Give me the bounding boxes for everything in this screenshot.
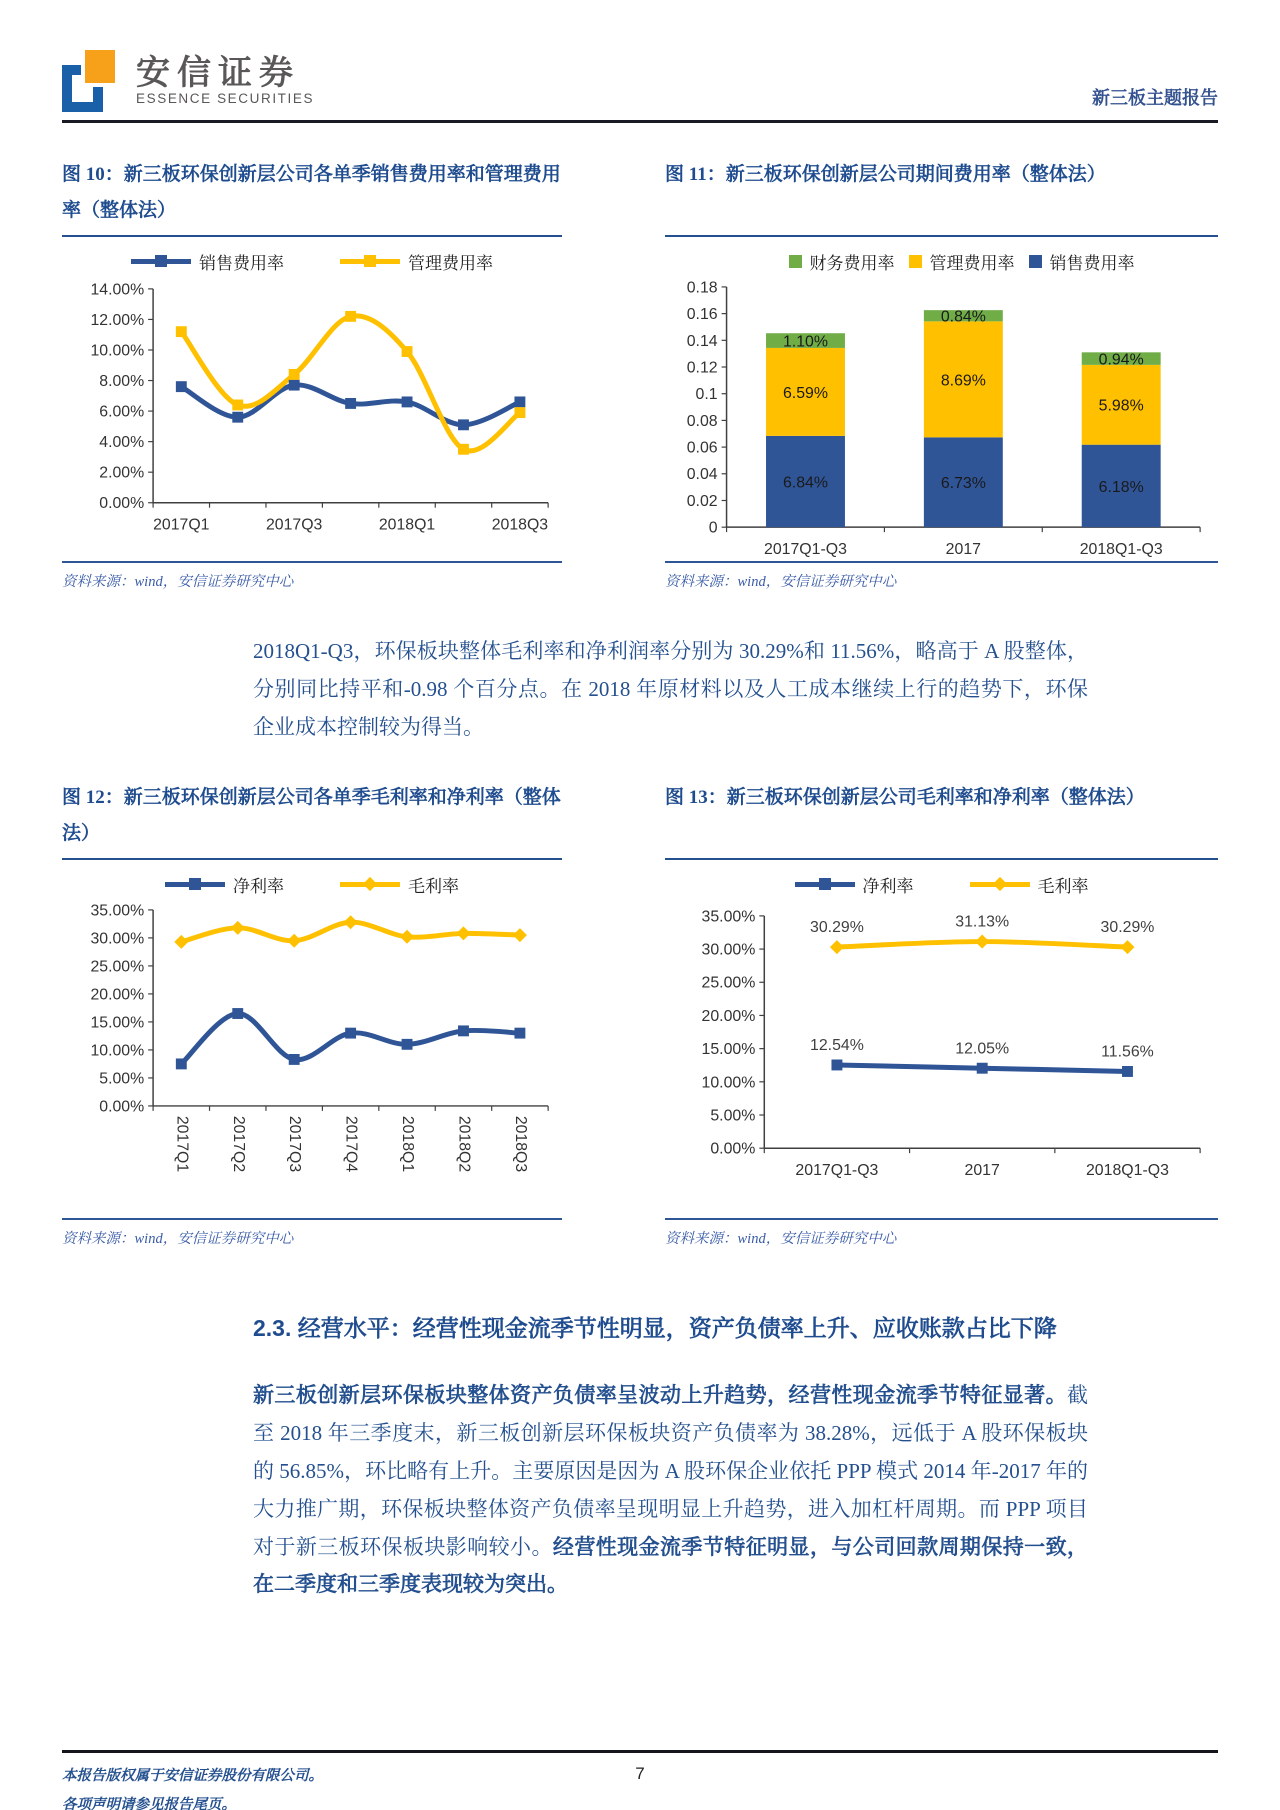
svg-text:2017Q1-Q3: 2017Q1-Q3 (764, 540, 847, 558)
report-type-label: 新三板主题报告 (1092, 88, 1218, 108)
legend-swatch-icon (970, 882, 1030, 887)
figure10-caption: 图 10：新三板环保创新层公司各单季销售费用率和管理费用率（整体法） (62, 157, 562, 237)
svg-text:11.56%: 11.56% (1101, 1043, 1154, 1061)
footer-row (62, 1762, 1218, 1810)
header-divider (62, 120, 1218, 123)
figure10-source: 资料来源：wind，安信证券研究中心 (62, 561, 562, 591)
svg-text:2017Q1: 2017Q1 (153, 516, 210, 534)
svg-text:6.73%: 6.73% (940, 475, 986, 493)
svg-text:30.29%: 30.29% (1100, 919, 1155, 937)
svg-text:0.16: 0.16 (686, 306, 718, 324)
paragraph-2 (253, 1377, 1088, 1604)
svg-text:30.29%: 30.29% (810, 919, 864, 937)
svg-text:35.00%: 35.00% (90, 902, 145, 920)
svg-text:5.00%: 5.00% (99, 1070, 145, 1088)
figure-12 (62, 780, 562, 1248)
legend-swatch-icon (131, 259, 191, 264)
legend-swatch-icon (789, 255, 802, 268)
svg-text:6.59%: 6.59% (782, 384, 828, 402)
figure-11 (665, 157, 1218, 591)
svg-text:0.1: 0.1 (695, 386, 718, 404)
figure-13 (665, 780, 1218, 1248)
svg-text:10.00%: 10.00% (90, 342, 145, 360)
text-segment: 截至 2018 年三季度末，新三板创新层环保板块资产负债率为 38.28%，远低于 A 股环保板块的 56.85%，环比略有上升。主要原因是因为 A 股环保企业依托 PPP 模式 2014 年-2017 年的大力推广期，环保板块整体资产负债率呈现明显上升趋势，进入加杠杆周期。而 PPP 项目对于新三板环保板块影响较小。 (253, 1383, 1088, 1559)
legend-swatch-icon (909, 255, 922, 268)
legend-label: 净利率 (862, 876, 914, 896)
svg-text:5.98%: 5.98% (1098, 397, 1144, 415)
svg-text:30.00%: 30.00% (90, 930, 145, 948)
svg-text:15.00%: 15.00% (701, 1041, 756, 1059)
svg-text:20.00%: 20.00% (90, 986, 145, 1004)
svg-text:35.00%: 35.00% (701, 908, 756, 926)
svg-text:0.00%: 0.00% (99, 1098, 145, 1116)
footer-line2: 各项声明请参见报告尾页。 (62, 1797, 236, 1810)
figure12-body (62, 860, 562, 1216)
brand-logo-icon (62, 50, 122, 112)
svg-text:0.08: 0.08 (686, 412, 718, 430)
legend-swatch-icon (340, 882, 400, 887)
svg-text:20.00%: 20.00% (701, 1008, 756, 1026)
svg-text:2018Q1-Q3: 2018Q1-Q3 (1085, 1162, 1169, 1180)
svg-text:0.94%: 0.94% (1098, 351, 1144, 369)
figures-row-1 (62, 157, 1218, 591)
figure13-source: 资料来源：wind，安信证券研究中心 (665, 1218, 1218, 1248)
svg-text:6.00%: 6.00% (99, 403, 145, 421)
svg-text:0.00%: 0.00% (710, 1141, 756, 1159)
svg-text:0.84%: 0.84% (940, 308, 986, 326)
brand-name-en: ESSENCE SECURITIES (136, 91, 315, 107)
svg-text:2017Q2: 2017Q2 (229, 1116, 247, 1173)
svg-text:2017Q3: 2017Q3 (266, 516, 323, 534)
text-segment: 新三板创新层环保板块整体资产负债率呈波动上升趋势，经营性现金流季节特征显著。 (253, 1383, 1067, 1408)
legend-item (340, 872, 459, 897)
figure11-legend (705, 245, 1218, 277)
legend-label: 管理费用率 (408, 253, 493, 273)
legend-item (340, 249, 493, 274)
figure12-source: 资料来源：wind，安信证券研究中心 (62, 1218, 562, 1248)
svg-text:25.00%: 25.00% (90, 958, 145, 976)
figure13-body (665, 860, 1218, 1216)
svg-text:2017Q4: 2017Q4 (342, 1116, 360, 1173)
svg-text:2018Q1-Q3: 2018Q1-Q3 (1079, 540, 1163, 558)
legend-item (131, 249, 284, 274)
svg-text:2018Q3: 2018Q3 (511, 1116, 529, 1173)
legend-label: 销售费用率 (1049, 253, 1135, 273)
brand-logo (62, 50, 314, 112)
page-header (62, 34, 1218, 112)
legend-swatch-icon (165, 882, 225, 887)
legend-label: 财务费用率 (809, 253, 895, 273)
svg-text:2017Q1-Q3: 2017Q1-Q3 (795, 1162, 879, 1180)
svg-text:2017Q3: 2017Q3 (286, 1116, 304, 1173)
legend-item (970, 872, 1089, 897)
figure10-legend (62, 245, 562, 277)
svg-text:0.04: 0.04 (686, 466, 718, 484)
svg-text:0.00%: 0.00% (99, 495, 145, 513)
svg-text:10.00%: 10.00% (701, 1074, 756, 1092)
footer-line1: 本报告版权属于安信证券股份有限公司。 (62, 1768, 323, 1784)
figure13-legend (665, 868, 1218, 900)
svg-text:0.06: 0.06 (686, 439, 718, 457)
svg-text:15.00%: 15.00% (90, 1014, 145, 1032)
legend-item (1029, 249, 1135, 274)
figure11-chart (665, 277, 1218, 567)
legend-label: 管理费用率 (929, 253, 1015, 273)
svg-text:12.05%: 12.05% (955, 1040, 1010, 1058)
figures-row-2 (62, 780, 1218, 1248)
paragraph-1: 2018Q1-Q3，环保板块整体毛利率和净利润率分别为 30.29%和 11.56%，略高于 A 股整体，分别同比持平和-0.98 个百分点。在 2018 年原材料以及人工成本继续上行的趋势下，环保企业成本控制较为得当。 (253, 639, 1088, 739)
svg-text:6.18%: 6.18% (1098, 478, 1144, 496)
figure11-source: 资料来源：wind，安信证券研究中心 (665, 561, 1218, 591)
svg-text:0.14: 0.14 (686, 332, 718, 350)
legend-label: 毛利率 (408, 876, 459, 896)
svg-text:2.00%: 2.00% (99, 464, 145, 482)
section-heading-2-3: 2.3. 经营水平：经营性现金流季节性明显，资产负债率上升、应收账款占比下降 (253, 1315, 1057, 1342)
legend-label: 净利率 (233, 876, 284, 896)
svg-text:8.00%: 8.00% (99, 372, 145, 390)
text-segment: 经营性现金流季节特征明显，与公司回款周期保持一致，在二季度和三季度表现较为突出。 (253, 1534, 1089, 1597)
figure12-legend (62, 868, 562, 900)
legend-swatch-icon (795, 882, 855, 887)
svg-text:31.13%: 31.13% (955, 914, 1010, 932)
figure12-caption: 图 12：新三板环保创新层公司各单季毛利率和净利率（整体法） (62, 780, 562, 860)
svg-text:0.12: 0.12 (686, 359, 718, 377)
svg-text:2017Q1: 2017Q1 (173, 1116, 191, 1173)
svg-text:2017: 2017 (964, 1162, 1000, 1180)
svg-text:0: 0 (708, 519, 718, 537)
svg-text:8.69%: 8.69% (940, 372, 986, 390)
figure10-chart (62, 277, 562, 546)
svg-text:5.00%: 5.00% (710, 1107, 756, 1125)
svg-text:12.00%: 12.00% (90, 311, 145, 329)
legend-item (795, 872, 914, 897)
legend-swatch-icon (340, 259, 400, 264)
svg-text:10.00%: 10.00% (90, 1042, 145, 1060)
logo-orange-shape (85, 50, 115, 83)
figure13-chart (665, 900, 1218, 1190)
footer-divider (62, 1750, 1218, 1753)
legend-label: 毛利率 (1037, 876, 1089, 896)
svg-text:0.02: 0.02 (686, 492, 718, 510)
svg-text:30.00%: 30.00% (701, 941, 756, 959)
legend-item (165, 872, 284, 897)
legend-item (909, 249, 1015, 274)
page-footer (62, 1750, 1218, 1810)
brand-name (136, 53, 315, 107)
figure10-body (62, 237, 562, 559)
svg-text:4.00%: 4.00% (99, 434, 145, 452)
svg-text:25.00%: 25.00% (701, 975, 756, 993)
svg-text:14.00%: 14.00% (90, 281, 145, 299)
svg-text:12.54%: 12.54% (810, 1037, 864, 1055)
svg-text:2017: 2017 (945, 540, 982, 558)
svg-text:2018Q3: 2018Q3 (491, 516, 549, 534)
figure12-chart (62, 900, 562, 1199)
brand-name-cn: 安信证券 (136, 53, 300, 92)
svg-text:0.18: 0.18 (686, 279, 718, 297)
legend-item (789, 249, 895, 274)
figure11-body (665, 237, 1218, 559)
legend-label: 销售费用率 (199, 253, 284, 273)
svg-text:1.10%: 1.10% (782, 333, 828, 351)
svg-text:2018Q2: 2018Q2 (455, 1116, 473, 1173)
figure13-caption: 图 13：新三板环保创新层公司毛利率和净利率（整体法） (665, 780, 1218, 860)
legend-swatch-icon (1029, 255, 1042, 268)
svg-text:6.84%: 6.84% (782, 474, 828, 492)
page-number: 7 (635, 1764, 645, 1783)
figure-10 (62, 157, 562, 591)
svg-text:2018Q1: 2018Q1 (378, 516, 436, 534)
figure11-caption: 图 11：新三板环保创新层公司期间费用率（整体法） (665, 157, 1218, 237)
svg-text:2018Q1: 2018Q1 (399, 1116, 417, 1173)
